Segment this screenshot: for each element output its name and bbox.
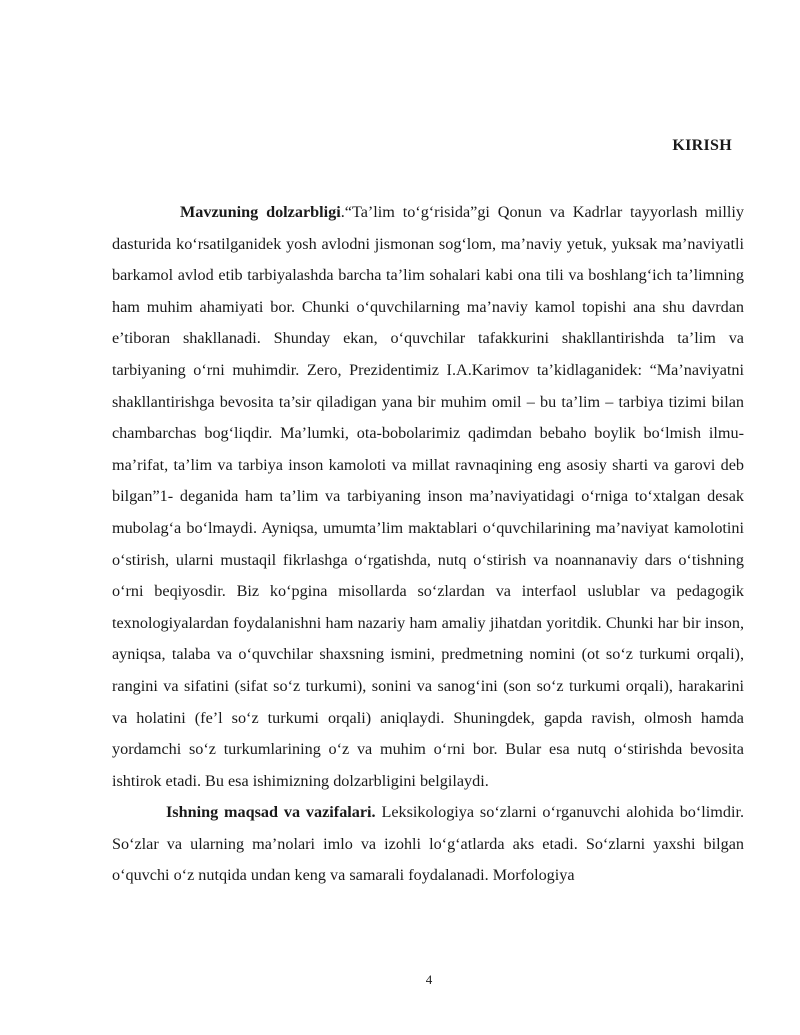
page-number: 4 — [425, 972, 433, 987]
paragraph-lead-relevance: Mavzuning dolzarbligi — [180, 203, 341, 221]
section-heading: KIRISH — [672, 137, 732, 154]
paragraph-goals — [112, 797, 744, 892]
body-text — [112, 197, 744, 892]
paragraph-lead-goals: Ishning maqsad va vazifalari. — [166, 803, 376, 822]
paragraph-text-goals: Leksikologiya so‘zlarni o‘rganuvchi alohida bo‘limdir. So‘zlar va ularning ma’nolari imlo va izohli lo‘g‘atlarda aks etadi. So‘zlarni yaxshi bilgan o‘quvchi o‘z nutqida undan keng va samarali foydalanadi. Morfologiya — [112, 803, 744, 885]
paragraph-relevance — [112, 197, 744, 797]
paragraph-text-relevance: .“Ta’lim to‘g‘risida”gi Qonun va Kadrlar tayyorlash milliy dasturida ko‘rsatilganidek yosh avlodni jismonan sog‘lom, ma’naviy yetuk, yuksak ma’naviyatli barkamol avlod etib tarbiyalashda barcha ta’lim sohalari kabi ona tili va boshlang‘ich ta’limning ham muhim ahamiyati bor. Chunki o‘quvchilarning ma’naviy kamol topishi ana shu davrdan e’tiboran shakllanadi. Shunday ekan, o‘quvchilar tafakkurini shakllantirishda ta’lim va tarbiyaning o‘rni muhimdir. Zero, Prezidentimiz I.A.Karimov ta’kidlaganidek: “Ma’naviyatni shakllantirishga bevosita ta’sir qiladigan yana bir muhim omil – bu ta’lim – tarbiya tizimi bilan chambarchas bog‘liqdir. Ma’lumki, ota-bobolarimiz qadimdan bebaho boylik bo‘lmish ilmu-ma’rifat, ta’lim va tarbiya inson kamoloti va millat ravnaqining eng asosiy sharti va garovi deb bilgan”1- deganida ham ta’lim va tarbiyaning inson ma’naviyatidagi o‘rniga to‘xtalgan desak mubolag‘a bo‘lmaydi. Ayniqsa, umumta’lim maktablari o‘quvchilarining ma’naviyat kamolotini o‘stirish, ularni mustaqil fikrlashga o‘rgatishda, nutq o‘stirish va noannanaviy dars o‘tishning o‘rni beqiyosdir. Biz ko‘pgina misollarda so‘zlardan va interfaol uslublar va pedagogik texnologiyalardan foydalanishni ham nazariy ham amaliy jihatdan yoritdik. Chunki har bir inson, ayniqsa, talaba va o‘quvchilar shaxsning ismini, predmetning nomini (ot so‘z turkumi orqali), rangini va sifatini (sifat so‘z turkumi), sonini va sanog‘ini (son so‘z turkumi orqali), harakarini va holatini (fe’l so‘z turkumi orqali) aniqlaydi. Shuningdek, gapda ravish, olmosh hamda yordamchi so‘z turkumlarining o‘z va muhim o‘rni bor. Bular esa nutq o‘stirishda bevosita ishtirok etadi. Bu esa ishimizning dolzarbligini belgilaydi. — [112, 203, 744, 790]
